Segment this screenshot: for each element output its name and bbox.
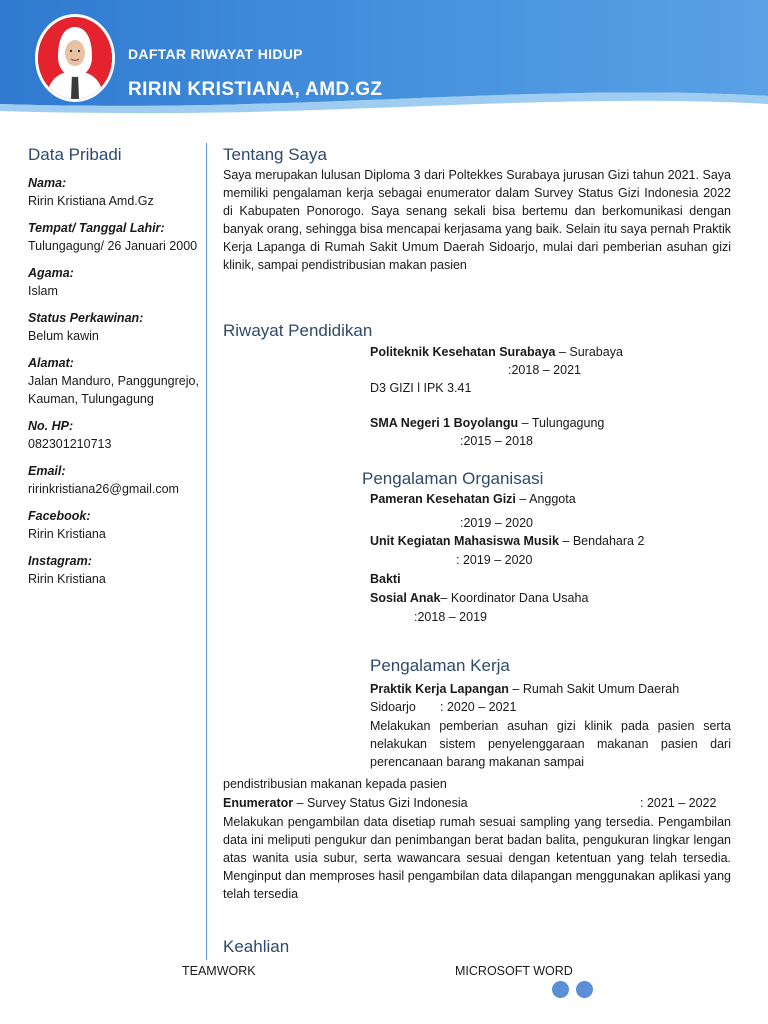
field-label: Tempat/ Tanggal Lahir: — [28, 221, 165, 235]
field-name — [28, 175, 208, 210]
school-period: :2018 – 2021 — [508, 363, 581, 377]
school-period: :2015 – 2018 — [460, 434, 533, 448]
organization-name: Pameran Kesehatan Gizi — [370, 492, 516, 506]
skills-title: Keahlian — [223, 937, 290, 956]
field-value: Jalan Manduro, Panggungrejo, Kauman, Tulungagung — [28, 374, 199, 406]
organization-name: Sosial Anak — [370, 591, 441, 605]
personal-data-title: Data Pribadi — [28, 145, 122, 164]
organization-name: Unit Kegiatan Mahasiswa Musik — [370, 534, 559, 548]
field-label: Alamat: — [28, 356, 74, 370]
field-label: Nama: — [28, 176, 67, 190]
field-religion — [28, 265, 208, 300]
personal-data-column — [28, 145, 208, 598]
school-detail: D3 GIZI l IPK 3.41 — [370, 381, 472, 395]
education-item-2 — [370, 414, 604, 432]
skill-level-dot — [552, 981, 569, 998]
field-value: ririnkristiana26@gmail.com — [28, 482, 179, 496]
document-title: DAFTAR RIWAYAT HIDUP — [128, 46, 303, 62]
organization-role: – Koordinator Dana Usaha — [440, 591, 589, 605]
field-instagram — [28, 553, 208, 588]
work-item-2 — [223, 794, 468, 812]
field-label: Agama: — [28, 266, 74, 280]
field-value: 082301210713 — [28, 437, 112, 451]
about-text: Saya merupakan lulusan Diploma 3 dari Poltekkes Surabaya jurusan Gizi tahun 2021. Saya memiliki pengalaman kerja sebagai enumerator dalam Survey Status Gizi Indonesia 2022 di Kabupaten Ponorogo. Saya senang sekali bisa bertemu dan berkomunikasi dengan banyak orang, sehingga bisa mencapai kerjasama yang baik. Selain itu saya pernah Praktik Kerja Lapanga di Rumah Sakit Umum Daerah Sidoarjo, mulai dari pemberian asuhan gizi klinik, sampai pendistribusian makan pasien — [223, 168, 731, 272]
school-location: – Tulungagung — [518, 416, 605, 430]
organization-item-1 — [370, 490, 576, 508]
field-label: Instagram: — [28, 554, 92, 568]
field-label: Email: — [28, 464, 66, 478]
education-item-1 — [370, 343, 623, 361]
skill-microsoft-word: MICROSOFT WORD — [455, 964, 573, 978]
profile-photo — [35, 14, 115, 102]
field-email — [28, 463, 208, 498]
organization-title: Pengalaman Organisasi — [362, 469, 544, 488]
school-name: SMA Negeri 1 Boyolangu — [370, 416, 519, 430]
school-name: Politeknik Kesehatan Surabaya — [370, 345, 556, 359]
job-place: – Survey Status Gizi Indonesia — [293, 796, 468, 810]
profile-person-icon — [38, 17, 112, 99]
school-location: – Surabaya — [555, 345, 623, 359]
about-title: Tentang Saya — [223, 145, 327, 164]
field-address — [28, 355, 208, 408]
field-label: No. HP: — [28, 419, 74, 433]
job-period: : 2021 – 2022 — [640, 796, 717, 810]
organization-period: :2018 – 2019 — [414, 610, 487, 624]
field-label: Status Perkawinan: — [28, 311, 144, 325]
organization-item-2 — [370, 532, 644, 550]
field-facebook — [28, 508, 208, 543]
field-value: Ririn Kristiana — [28, 527, 106, 541]
job-description: Melakukan pengambilan data disetiap rumah sesuai sampling yang tersedia. Pengambilan data ini meliputi pengukur dan penimbangan berat badan balita, pengukuran lingkar lengan atas wanita usia subur, serta wawancara sesuai dengan ketentuan yang telah tersedia. Menginput dan memproses hasil pengambilan data dilapangan menggunakan aplikasi yang telah tersedia — [223, 815, 731, 901]
organization-role: – Bendahara 2 — [558, 534, 645, 548]
skill-level-dot — [576, 981, 593, 998]
field-value: Ririn Kristiana Amd.Gz — [28, 194, 154, 208]
skill-level-dots — [552, 981, 600, 1003]
job-place: – Rumah Sakit Umum Daerah — [508, 682, 680, 696]
organization-name: Bakti — [370, 572, 401, 586]
header-banner — [0, 0, 768, 120]
field-value: Islam — [28, 284, 58, 298]
field-value: Ririn Kristiana — [28, 572, 106, 586]
organization-period: : 2019 – 2020 — [456, 553, 533, 567]
job-description-tail: pendistribusian makanan kepada pasien — [223, 777, 447, 791]
field-marital-status — [28, 310, 208, 345]
work-item-1 — [370, 680, 679, 698]
job-name: Enumerator — [223, 796, 294, 810]
field-value: Belum kawin — [28, 329, 99, 343]
job-period: : 2020 – 2021 — [440, 700, 517, 714]
person-name-heading: RIRIN KRISTIANA, AMD.GZ — [128, 79, 383, 100]
education-title: Riwayat Pendidikan — [223, 321, 373, 340]
organization-item-3 — [370, 589, 588, 607]
skill-teamwork: TEAMWORK — [182, 964, 256, 978]
organization-period: :2019 – 2020 — [460, 516, 533, 530]
field-value: Tulungagung/ 26 Januari 2000 — [28, 239, 198, 253]
field-birth — [28, 220, 208, 255]
field-label: Facebook: — [28, 509, 91, 523]
job-description: Melakukan pemberian asuhan gizi klinik pada pasien serta nelakukan sistem penyelenggaraan makanan pasien dari perencanaan barang makanan sampai — [370, 719, 731, 769]
field-phone — [28, 418, 208, 453]
header-wave — [0, 0, 768, 120]
job-place-line: Sidoarjo — [370, 700, 416, 714]
work-title: Pengalaman Kerja — [370, 656, 510, 675]
job-name: Praktik Kerja Lapangan — [370, 682, 509, 696]
organization-role: – Anggota — [515, 492, 576, 506]
